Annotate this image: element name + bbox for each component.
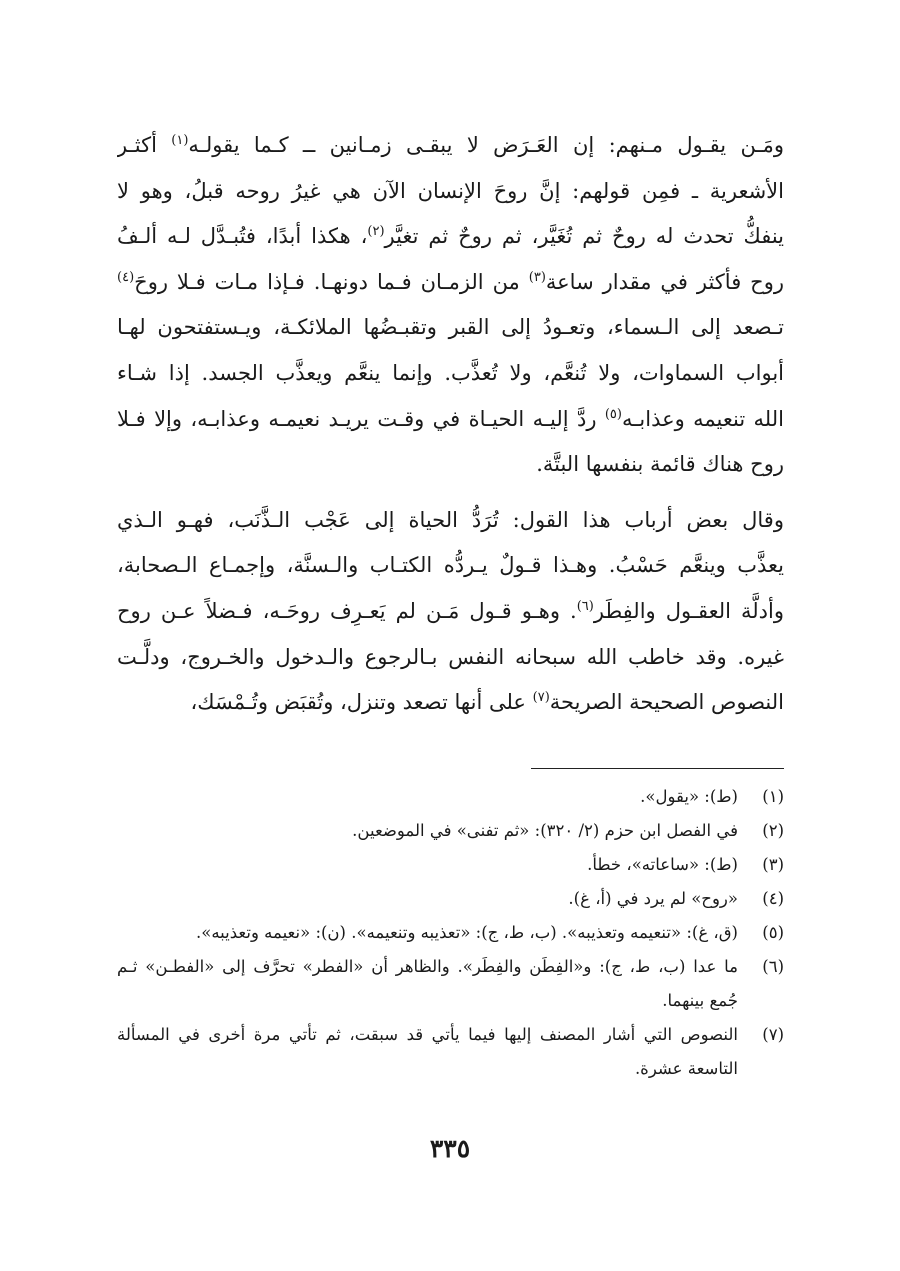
footnote-text: النصوص التي أشار المصنف إليها فيما يأتي قد سبقت، ثم تأتي مرة أخرى في المسألة التاسعة عشرة.	[117, 1025, 738, 1078]
footnote-text: (ط): «ساعاته»، خطأ.	[587, 855, 738, 874]
footnote-separator	[531, 768, 784, 769]
footnote-item	[117, 950, 784, 1018]
footnote-item	[117, 848, 784, 882]
footnote-ref[interactable]: (١)	[171, 133, 189, 149]
text-line: تـصعد إلى الـسماء، وتعـودُ إلى القبر وتقبـضُها الملائكـة، ويـستفتحون لهـا	[117, 315, 784, 340]
footnote-number: (٥)	[762, 923, 784, 942]
text-line: روح هناك قائمة بنفسها البتَّة.	[536, 452, 784, 477]
footnote-number: (٦)	[762, 957, 784, 976]
text-line: الله تنعيمه وعذابـه$^{(٥)}$ ردَّ إليـه الحيـاة في وقـت يريـد نعيمـه وعذابـه، وإلا فـلا	[117, 406, 784, 431]
footnote-ref[interactable]: (٤)	[117, 269, 135, 285]
footnote-text: ما عدا (ب، ط، ج): و«الفِطَن والفِطَر». والظاهر أن «الفطر» تحرَّف إلى «الفطـن» ثـم جُمع بينهما.	[117, 957, 738, 1010]
text-line: الأشعرية ـ فمِن قولهم: إنَّ روحَ الإنسان الآن هي غيرُ روحه قبلُ، وهو لا	[117, 178, 784, 203]
footnote-item	[117, 882, 784, 916]
footnote-text: «روح» لم يرد في (أ، غ).	[568, 889, 738, 908]
text-line: ينفكُّ تحدث له روحٌ ثم تُغَيَّر، ثم روحٌ ثم تغيَّر$^{(٢)}$، هكذا أبدًا، فتُبـدَّل لـه ألـفُ	[117, 224, 784, 249]
footnote-ref[interactable]: (٥)	[604, 406, 622, 422]
text-line: أبواب السماوات، ولا تُنعَّم، ولا تُعذَّب. وإنما ينعَّم ويعذَّب الجسد. إذا شـاء	[117, 360, 784, 385]
text-line: وأدلَّة العقـول والفِطَر$^{(٦)}$. وهـو قـول مَـن لم يَعـرِف روحَـه، فـضلاً عـن روح	[117, 598, 784, 623]
footnote-item	[117, 1018, 784, 1086]
footnote-number: (٤)	[762, 889, 784, 908]
footnote-number: (٣)	[762, 855, 784, 874]
footnote-text: في الفصل ابن حزم (٢/ ٣٢٠): «ثم تفنى» في الموضعين.	[352, 821, 738, 840]
footnote-ref[interactable]: (٧)	[532, 690, 550, 706]
footnotes	[117, 780, 784, 1086]
main-text	[117, 123, 784, 726]
footnote-number: (١)	[762, 787, 784, 806]
footnote-text: (ط): «يقول».	[640, 787, 738, 806]
paragraph-1	[117, 123, 784, 488]
footnote-ref[interactable]: (٣)	[528, 269, 546, 285]
text-line: روح فأكثر في مقدار ساعة$^{(٣)}$ من الزمـان فـما دونهـا. فـإذا مـات فـلا روحَ$^{(٤)}$	[117, 269, 784, 294]
text-line: النصوص الصحيحة الصريحة$^{(٧)}$ على أنها تصعد وتنزل، وتُقبَض وتُـمْسَك،	[190, 690, 784, 715]
footnote-ref[interactable]: (٢)	[367, 224, 385, 240]
footnote-number: (٧)	[762, 1025, 784, 1044]
text-line: وقال بعض أرباب هذا القول: تُرَدُّ الحياة إلى عَجْب الـذَّنَب، فهـو الـذي	[117, 507, 784, 532]
footnote-item	[117, 916, 784, 950]
text-line: يعذَّب وينعَّم حَسْبُ. وهـذا قـولٌ يـردُّه الكتـاب والـسنَّة، وإجمـاع الـصحابة،	[117, 553, 784, 578]
footnote-item	[117, 814, 784, 848]
paragraph-2	[117, 498, 784, 726]
page-number: ٣٣٥	[429, 1134, 471, 1163]
text-line: ومَـن يقـول مـنهم: إن العَـرَض لا يبقـى زمـانين ــ كـما يقولـه$^{(١)}$ أكثـر	[117, 133, 784, 157]
footnote-number: (٢)	[762, 821, 784, 840]
footnote-text: (ق، غ): «تنعيمه وتعذيبه». (ب، ط، ج): «تعذيبه وتنعيمه». (ن): «نعيمه وتعذيبه».	[196, 923, 738, 942]
footnote-ref[interactable]: (٦)	[576, 599, 594, 615]
text-line: غيره. وقد خاطب الله سبحانه النفس بـالرجوع والـدخول والخـروج، ودلَّـت	[117, 644, 784, 669]
footnote-item	[117, 780, 784, 814]
